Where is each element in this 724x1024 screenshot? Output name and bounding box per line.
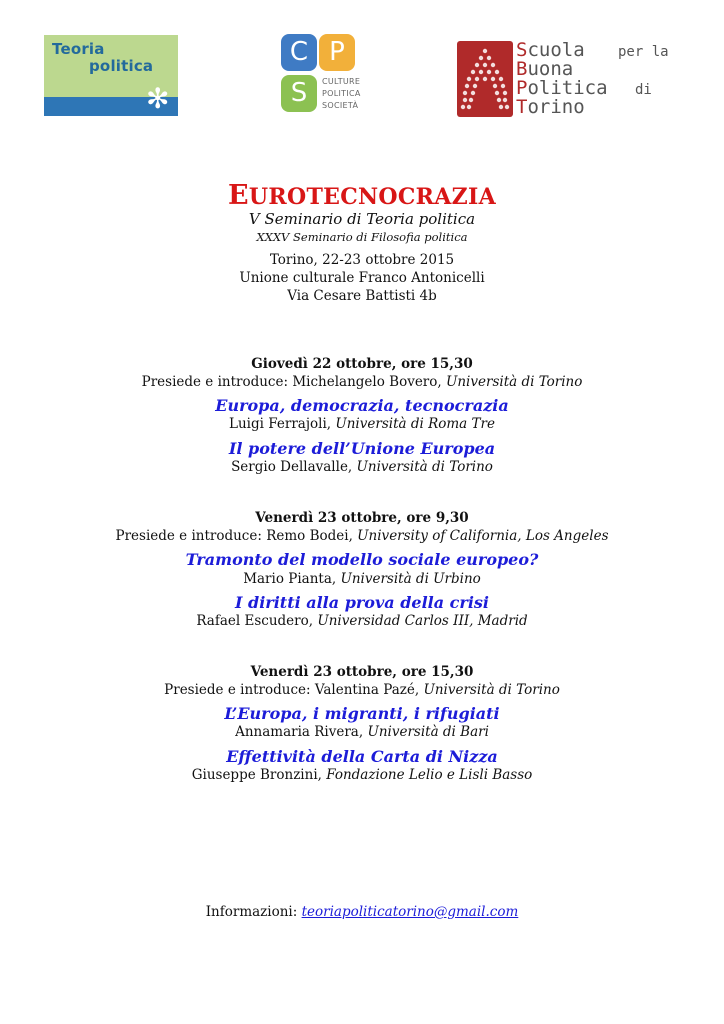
event-date: Torino, 22-23 ottobre 2015 (269, 252, 455, 268)
speaker-affiliation: Fondazione Lelio e Lisli Basso (326, 767, 533, 783)
sbp-cap: P (516, 77, 528, 99)
sbp-small-text: per la (618, 44, 669, 60)
session-day: Giovedì 22 ottobre, ore 15,30 (251, 356, 473, 372)
session-chair (0, 374, 724, 390)
talk-speaker (0, 571, 724, 587)
speaker-name: Annamaria Rivera, (235, 724, 368, 740)
speaker-name: Mario Pianta, (243, 571, 341, 587)
talk-speaker (0, 767, 724, 783)
sbp-cap: S (516, 39, 528, 61)
scuola-buona-politica-logo (457, 39, 669, 117)
event-address: Via Cesare Battisti 4b (287, 288, 437, 304)
talk-speaker (0, 416, 724, 432)
speaker-affiliation: Università di Bari (367, 724, 489, 740)
chair-name: Remo Bodei, (266, 528, 358, 544)
cps-words (322, 76, 361, 112)
session-chair (0, 682, 724, 698)
cps-square-c: C (281, 34, 317, 71)
cps-word: CULTURE (322, 77, 361, 86)
talk-title: Europa, democrazia, tecnocrazia (215, 396, 509, 415)
chair-affiliation: Università di Torino (423, 682, 560, 698)
session-day: Venerdì 23 ottobre, ore 15,30 (250, 664, 474, 680)
cps-word: SOCIETÀ (322, 101, 359, 110)
teoria-politica-logo (44, 35, 178, 116)
chair-name: Valentina Pazé, (314, 682, 424, 698)
speaker-name: Sergio Dellavalle, (231, 459, 357, 475)
footer-info (0, 904, 724, 920)
page-title (0, 180, 724, 211)
talk-title: Effettività della Carta di Nizza (226, 747, 498, 766)
speaker-affiliation: Università di Torino (356, 459, 493, 475)
logo-text-line2: politica (89, 57, 154, 75)
talk-speaker (0, 459, 724, 475)
logo-text-line1: Teoria (52, 40, 105, 58)
subtitle: V Seminario di Teoria politica (248, 210, 476, 228)
title-initial: E (228, 180, 249, 211)
chair-affiliation: University of California, Los Angeles (357, 528, 609, 544)
speaker-name: Giuseppe Bronzini, (191, 767, 327, 783)
speaker-affiliation: Università di Roma Tre (335, 416, 495, 432)
talk-title: Tramonto del modello sociale europeo? (185, 550, 539, 569)
sbp-rest: olitica (527, 77, 608, 99)
footer-label: Informazioni: (205, 904, 302, 920)
title-rest: UROTECNOCRAZIA (248, 184, 496, 210)
subtitle-secondary: XXXV Seminario di Filosofia politica (256, 230, 468, 244)
sbp-small-text: di (635, 82, 652, 98)
speaker-affiliation: Universidad Carlos III, Madrid (317, 613, 528, 629)
sbp-cap: T (516, 96, 528, 118)
sbp-rest: orino (527, 96, 585, 118)
sbp-rest: uona (527, 58, 574, 80)
cps-word: POLITICA (322, 89, 361, 98)
cps-logo (281, 34, 367, 116)
chair-prefix: Presiede e introduce: (115, 528, 267, 544)
sbp-rest: cuola (527, 39, 585, 61)
asterisk-emblem-icon: ✻ (146, 82, 170, 115)
chair-prefix: Presiede e introduce: (164, 682, 315, 698)
talk-speaker (0, 613, 724, 629)
chair-prefix: Presiede e introduce: (141, 374, 293, 390)
sbp-line (516, 98, 585, 117)
cps-square-p: P (319, 34, 355, 71)
talk-title: I diritti alla prova della crisi (234, 593, 490, 612)
speaker-name: Luigi Ferrajoli, (229, 416, 336, 432)
cps-square-s: S (281, 75, 317, 112)
session-day: Venerdì 23 ottobre, ore 9,30 (255, 510, 469, 526)
sbp-mark-icon (457, 41, 513, 117)
speaker-name: Rafael Escudero, (196, 613, 318, 629)
talk-title: L’Europa, i migranti, i rifugiati (224, 704, 500, 723)
speaker-affiliation: Università di Urbino (340, 571, 481, 587)
talk-title: Il potere dell’Unione Europea (228, 439, 496, 458)
chair-name: Michelangelo Bovero, (292, 374, 446, 390)
contact-email-link[interactable]: teoriapoliticatorino@gmail.com (301, 904, 519, 920)
talk-speaker (0, 724, 724, 740)
chair-affiliation: Università di Torino (445, 374, 583, 390)
event-venue: Unione culturale Franco Antonicelli (239, 270, 485, 286)
session-chair (0, 528, 724, 544)
sbp-cap: B (516, 58, 528, 80)
